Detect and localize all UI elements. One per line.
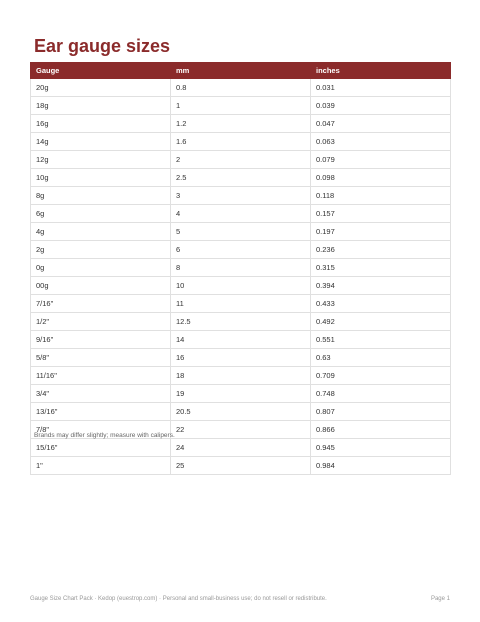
cell-gauge: 16g — [31, 115, 171, 133]
cell-gauge: 1" — [31, 457, 171, 475]
cell-gauge: 0g — [31, 259, 171, 277]
cell-gauge: 4g — [31, 223, 171, 241]
table-row — [31, 349, 451, 367]
table-row — [31, 133, 451, 151]
cell-mm: 1 — [171, 97, 311, 115]
table-row — [31, 277, 451, 295]
cell-mm: 1.6 — [171, 133, 311, 151]
cell-mm: 2.5 — [171, 169, 311, 187]
cell-inches: 0.551 — [311, 331, 451, 349]
table-row — [31, 79, 451, 97]
cell-gauge: 18g — [31, 97, 171, 115]
table-row — [31, 115, 451, 133]
cell-mm: 8 — [171, 259, 311, 277]
cell-mm: 11 — [171, 295, 311, 313]
cell-inches: 0.709 — [311, 367, 451, 385]
cell-gauge: 7/8" — [31, 421, 171, 439]
cell-gauge: 20g — [31, 79, 171, 97]
cell-inches: 0.157 — [311, 205, 451, 223]
footer-credit: Gauge Size Chart Pack · Kedop (euestrop.com) · Personal and small-business use; do not resell or redistribute. — [30, 596, 327, 602]
gauge-size-table — [30, 62, 451, 475]
table-row — [31, 331, 451, 349]
column-header-gauge: Gauge — [31, 63, 171, 79]
table-row — [31, 169, 451, 187]
cell-mm: 4 — [171, 205, 311, 223]
cell-mm: 1.2 — [171, 115, 311, 133]
cell-mm: 25 — [171, 457, 311, 475]
cell-mm: 19 — [171, 385, 311, 403]
table-row — [31, 97, 451, 115]
cell-inches: 0.315 — [311, 259, 451, 277]
cell-inches: 0.394 — [311, 277, 451, 295]
cell-inches: 0.118 — [311, 187, 451, 205]
cell-inches: 0.492 — [311, 313, 451, 331]
column-header-inches: inches — [311, 63, 451, 79]
cell-inches: 0.098 — [311, 169, 451, 187]
cell-mm: 12.5 — [171, 313, 311, 331]
cell-gauge: 2g — [31, 241, 171, 259]
cell-inches: 0.031 — [311, 79, 451, 97]
cell-gauge: 10g — [31, 169, 171, 187]
table-row — [31, 439, 451, 457]
page-number: Page 1 — [430, 596, 450, 602]
table-row — [31, 295, 451, 313]
table-row — [31, 403, 451, 421]
cell-mm: 3 — [171, 187, 311, 205]
cell-inches: 0.047 — [311, 115, 451, 133]
cell-mm: 16 — [171, 349, 311, 367]
cell-gauge: 1/2" — [31, 313, 171, 331]
column-header-mm: mm — [171, 63, 311, 79]
cell-inches: 0.197 — [311, 223, 451, 241]
cell-mm: 18 — [171, 367, 311, 385]
cell-mm: 24 — [171, 439, 311, 457]
cell-inches: 0.984 — [311, 457, 451, 475]
cell-inches: 0.945 — [311, 439, 451, 457]
table-row — [31, 457, 451, 475]
cell-inches: 0.866 — [311, 421, 451, 439]
cell-inches: 0.748 — [311, 385, 451, 403]
cell-gauge: 3/4" — [31, 385, 171, 403]
table-row — [31, 241, 451, 259]
table-row — [31, 205, 451, 223]
table-row — [31, 151, 451, 169]
cell-mm: 5 — [171, 223, 311, 241]
cell-inches: 0.236 — [311, 241, 451, 259]
table-header-row — [31, 63, 451, 79]
cell-gauge: 14g — [31, 133, 171, 151]
cell-inches: 0.079 — [311, 151, 451, 169]
cell-inches: 0.807 — [311, 403, 451, 421]
cell-mm: 14 — [171, 331, 311, 349]
table-row — [31, 223, 451, 241]
cell-gauge: 5/8" — [31, 349, 171, 367]
cell-gauge: 15/16" — [31, 439, 171, 457]
footnote: Brands may differ slightly; measure with calipers. — [34, 432, 175, 439]
cell-mm: 10 — [171, 277, 311, 295]
page-title: Ear gauge sizes — [34, 36, 171, 56]
cell-gauge: 00g — [31, 277, 171, 295]
table-row — [31, 385, 451, 403]
cell-gauge: 7/16" — [31, 295, 171, 313]
cell-mm: 0.8 — [171, 79, 311, 97]
table-row — [31, 313, 451, 331]
table-row — [31, 259, 451, 277]
cell-inches: 0.63 — [311, 349, 451, 367]
table-row — [31, 187, 451, 205]
cell-gauge: 6g — [31, 205, 171, 223]
cell-inches: 0.039 — [311, 97, 451, 115]
cell-mm: 6 — [171, 241, 311, 259]
cell-gauge: 9/16" — [31, 331, 171, 349]
cell-gauge: 13/16" — [31, 403, 171, 421]
cell-mm: 22 — [171, 421, 311, 439]
cell-gauge: 8g — [31, 187, 171, 205]
cell-inches: 0.433 — [311, 295, 451, 313]
cell-mm: 2 — [171, 151, 311, 169]
table-row — [31, 367, 451, 385]
cell-mm: 20.5 — [171, 403, 311, 421]
cell-gauge: 11/16" — [31, 367, 171, 385]
cell-inches: 0.063 — [311, 133, 451, 151]
cell-gauge: 12g — [31, 151, 171, 169]
